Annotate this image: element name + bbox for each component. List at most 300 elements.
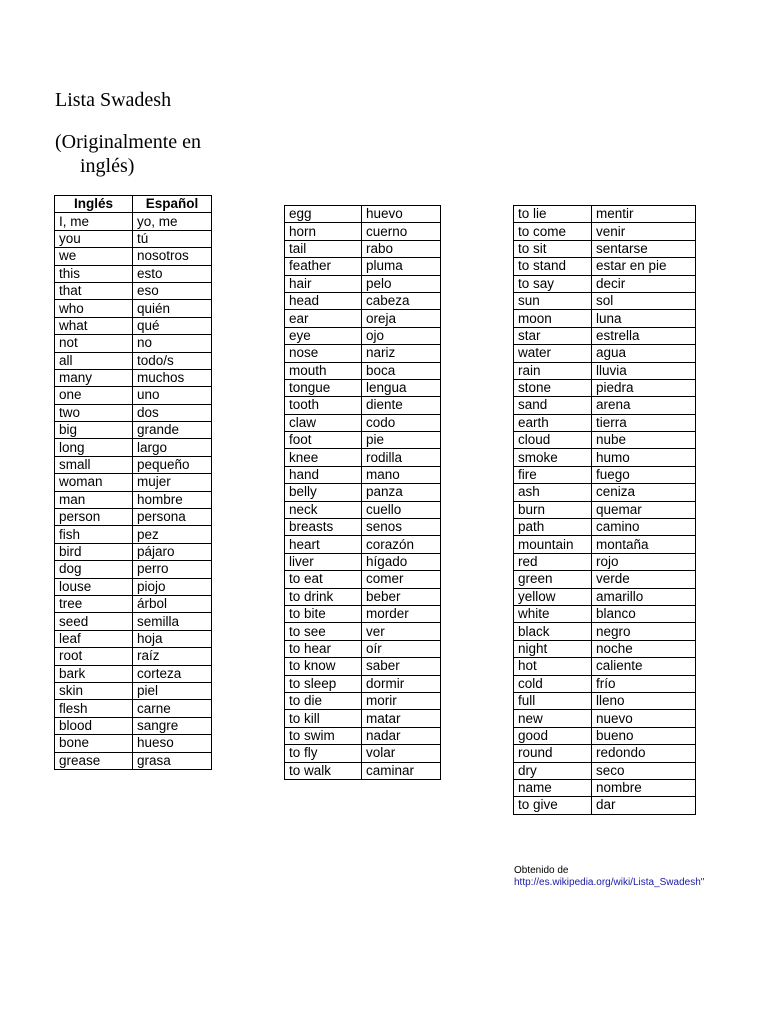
english-word-cell: you [55,230,133,247]
english-word-cell: all [55,352,133,369]
english-word-cell: round [514,745,592,762]
spanish-word-cell: pelo [362,275,441,292]
table-row [55,404,212,421]
table-row [55,595,212,612]
table-row [514,710,696,727]
table-row [55,509,212,526]
spanish-word-cell: estrella [592,327,696,344]
english-word-cell: path [514,519,592,536]
english-word-cell: hair [285,275,362,292]
spanish-word-cell: dos [133,404,212,421]
table-row [285,432,441,449]
english-word-cell: burn [514,501,592,518]
english-word-cell: we [55,248,133,265]
english-word-cell: new [514,710,592,727]
english-word-cell: liver [285,553,362,570]
table-row [285,605,441,622]
table-row [55,665,212,682]
spanish-word-cell: matar [362,710,441,727]
swadesh-table-3 [513,205,696,815]
spanish-word-cell: todo/s [133,352,212,369]
spanish-word-cell: piojo [133,578,212,595]
table-row [55,248,212,265]
spanish-word-cell: persona [133,509,212,526]
table-row [514,414,696,431]
spanish-word-cell: hígado [362,553,441,570]
english-word-cell: mountain [514,536,592,553]
spanish-word-cell: qué [133,317,212,334]
page-subtitle-line1: (Originalmente en [55,131,202,153]
spanish-word-cell: venir [592,223,696,240]
english-word-cell: to fly [285,745,362,762]
table-row [285,466,441,483]
english-word-cell: cloud [514,432,592,449]
page-title: Lista Swadesh [55,89,172,111]
english-word-cell: dry [514,762,592,779]
spanish-word-cell: oreja [362,310,441,327]
spanish-word-cell: lluvia [592,362,696,379]
table-row [514,327,696,344]
english-word-cell: egg [285,206,362,223]
table-row [55,752,212,769]
spanish-word-cell: mano [362,466,441,483]
table-row [55,456,212,473]
english-word-cell: sun [514,292,592,309]
spanish-word-cell: rodilla [362,449,441,466]
table-row [514,310,696,327]
spanish-word-cell: muchos [133,369,212,386]
spanish-word-cell: uno [133,387,212,404]
table-row [514,640,696,657]
spanish-word-cell: corteza [133,665,212,682]
table-row [514,466,696,483]
table-row [285,519,441,536]
english-word-cell: to kill [285,710,362,727]
spanish-word-cell: caliente [592,658,696,675]
english-word-cell: that [55,282,133,299]
table-row [55,335,212,352]
english-word-cell: person [55,509,133,526]
table-row [55,265,212,282]
table-row [514,258,696,275]
english-word-cell: blood [55,717,133,734]
english-word-cell: bone [55,735,133,752]
table-row [285,727,441,744]
spanish-word-cell: caminar [362,762,441,779]
spanish-word-cell: carne [133,700,212,717]
spanish-word-cell: piedra [592,379,696,396]
table-row [514,449,696,466]
table-row [514,345,696,362]
table-row [285,484,441,501]
english-word-cell: night [514,640,592,657]
english-word-cell: man [55,491,133,508]
table-row [285,536,441,553]
english-word-cell: grease [55,752,133,769]
table-row [285,588,441,605]
spanish-word-cell: ojo [362,327,441,344]
english-word-cell: to sit [514,240,592,257]
spanish-word-cell: hombre [133,491,212,508]
spanish-word-cell: verde [592,571,696,588]
english-word-cell: to drink [285,588,362,605]
english-word-cell: belly [285,484,362,501]
english-word-cell: neck [285,501,362,518]
table-row [514,571,696,588]
table-row [514,432,696,449]
spanish-word-cell: sentarse [592,240,696,257]
spanish-word-cell: cuello [362,501,441,518]
english-word-cell: to come [514,223,592,240]
english-word-cell: red [514,553,592,570]
spanish-word-cell: raíz [133,648,212,665]
spanish-word-cell: tierra [592,414,696,431]
english-word-cell: knee [285,449,362,466]
spanish-word-cell: nariz [362,345,441,362]
english-word-cell: to sleep [285,675,362,692]
table-row [285,362,441,379]
table-row [514,292,696,309]
english-word-cell: seed [55,613,133,630]
english-word-cell: two [55,404,133,421]
english-word-cell: to know [285,658,362,675]
column-header-english: Inglés [55,196,133,213]
table-row [285,345,441,362]
english-word-cell: claw [285,414,362,431]
table-row [55,439,212,456]
table-row [514,206,696,223]
table-row [55,213,212,230]
english-word-cell: black [514,623,592,640]
table-row [514,553,696,570]
spanish-word-cell: agua [592,345,696,362]
table-row [55,317,212,334]
table-row [285,379,441,396]
spanish-word-cell: humo [592,449,696,466]
table-row [55,526,212,543]
spanish-word-cell: codo [362,414,441,431]
spanish-word-cell: quién [133,300,212,317]
spanish-word-cell: ver [362,623,441,640]
spanish-word-cell: pájaro [133,543,212,560]
spanish-word-cell: nombre [592,779,696,796]
english-word-cell: woman [55,474,133,491]
english-word-cell: small [55,456,133,473]
spanish-word-cell: luna [592,310,696,327]
source-label: Obtenido de [514,865,569,876]
english-word-cell: dog [55,561,133,578]
english-word-cell: cold [514,675,592,692]
table-row [55,282,212,299]
table-row [285,206,441,223]
english-word-cell: skin [55,682,133,699]
table-row [285,640,441,657]
english-word-cell: horn [285,223,362,240]
table-row [285,692,441,709]
table-row [55,422,212,439]
spanish-word-cell: amarillo [592,588,696,605]
spanish-word-cell: bueno [592,727,696,744]
table-row [285,553,441,570]
spanish-word-cell: hoja [133,630,212,647]
english-word-cell: white [514,605,592,622]
table-row [514,762,696,779]
table-row [55,387,212,404]
spanish-word-cell: ceniza [592,484,696,501]
english-word-cell: to see [285,623,362,640]
english-word-cell: one [55,387,133,404]
spanish-word-cell: seco [592,762,696,779]
english-word-cell: star [514,327,592,344]
spanish-word-cell: fuego [592,466,696,483]
english-word-cell: fish [55,526,133,543]
english-word-cell: name [514,779,592,796]
table-row [514,605,696,622]
table-row [55,300,212,317]
english-word-cell: feather [285,258,362,275]
english-word-cell: full [514,692,592,709]
table-row [514,797,696,814]
table-row [285,292,441,309]
spanish-word-cell: rabo [362,240,441,257]
source-note [514,865,724,889]
swadesh-table-1 [54,195,212,770]
table-row [285,414,441,431]
spanish-word-cell: perro [133,561,212,578]
table-row [285,675,441,692]
english-word-cell: ear [285,310,362,327]
english-word-cell: louse [55,578,133,595]
english-word-cell: to hear [285,640,362,657]
source-link[interactable]: http://es.wikipedia.org/wiki/Lista_Swadesh" [514,877,705,888]
spanish-word-cell: nube [592,432,696,449]
table-row [514,240,696,257]
english-word-cell: tooth [285,397,362,414]
spanish-word-cell: grande [133,422,212,439]
spanish-word-cell: boca [362,362,441,379]
english-word-cell: who [55,300,133,317]
spanish-word-cell: blanco [592,605,696,622]
spanish-word-cell: pez [133,526,212,543]
english-word-cell: to eat [285,571,362,588]
table-row [55,561,212,578]
table-header-row [55,196,212,213]
english-word-cell: many [55,369,133,386]
spanish-word-cell: nadar [362,727,441,744]
english-word-cell: big [55,422,133,439]
english-word-cell: yellow [514,588,592,605]
table-row [285,571,441,588]
english-word-cell: flesh [55,700,133,717]
english-word-cell: leaf [55,630,133,647]
table-row [514,501,696,518]
english-word-cell: green [514,571,592,588]
table-row [285,310,441,327]
english-word-cell: not [55,335,133,352]
english-word-cell: to bite [285,605,362,622]
spanish-word-cell: hueso [133,735,212,752]
english-word-cell: smoke [514,449,592,466]
table-row [285,658,441,675]
spanish-word-cell: decir [592,275,696,292]
spanish-word-cell: pie [362,432,441,449]
spanish-word-cell: lengua [362,379,441,396]
spanish-word-cell: sangre [133,717,212,734]
english-word-cell: heart [285,536,362,553]
table-row [285,240,441,257]
table-row [514,658,696,675]
spanish-word-cell: camino [592,519,696,536]
english-word-cell: ash [514,484,592,501]
spanish-word-cell: morir [362,692,441,709]
table-row [55,352,212,369]
table-row [55,717,212,734]
table-row [55,474,212,491]
spanish-word-cell: pequeño [133,456,212,473]
table-row [55,700,212,717]
spanish-word-cell: estar en pie [592,258,696,275]
spanish-word-cell: panza [362,484,441,501]
english-word-cell: tree [55,595,133,612]
spanish-word-cell: nosotros [133,248,212,265]
table-row [55,630,212,647]
english-word-cell: long [55,439,133,456]
spanish-word-cell: no [133,335,212,352]
spanish-word-cell: comer [362,571,441,588]
table-row [285,745,441,762]
spanish-word-cell: esto [133,265,212,282]
spanish-word-cell: oír [362,640,441,657]
spanish-word-cell: semilla [133,613,212,630]
spanish-word-cell: diente [362,397,441,414]
swadesh-table-2 [284,205,441,780]
table-row [514,379,696,396]
english-word-cell: bark [55,665,133,682]
english-word-cell: stone [514,379,592,396]
english-word-cell: tail [285,240,362,257]
english-word-cell: to give [514,797,592,814]
spanish-word-cell: árbol [133,595,212,612]
spanish-word-cell: volar [362,745,441,762]
table-row [514,727,696,744]
spanish-word-cell: morder [362,605,441,622]
english-word-cell: to die [285,692,362,709]
spanish-word-cell: mujer [133,474,212,491]
english-word-cell: to swim [285,727,362,744]
spanish-word-cell: cuerno [362,223,441,240]
table-row [514,588,696,605]
table-row [285,258,441,275]
spanish-word-cell: frío [592,675,696,692]
spanish-word-cell: piel [133,682,212,699]
spanish-word-cell: montaña [592,536,696,553]
table-row [514,519,696,536]
table-row [55,682,212,699]
table-row [55,369,212,386]
spanish-word-cell: largo [133,439,212,456]
spanish-word-cell: yo, me [133,213,212,230]
table-row [514,484,696,501]
spanish-word-cell: rojo [592,553,696,570]
spanish-word-cell: saber [362,658,441,675]
english-word-cell: to stand [514,258,592,275]
table-row [55,543,212,560]
spanish-word-cell: eso [133,282,212,299]
spanish-word-cell: negro [592,623,696,640]
english-word-cell: head [285,292,362,309]
english-word-cell: I, me [55,213,133,230]
column-header-spanish: Español [133,196,212,213]
spanish-word-cell: quemar [592,501,696,518]
english-word-cell: water [514,345,592,362]
spanish-word-cell: lleno [592,692,696,709]
table-row [285,275,441,292]
english-word-cell: moon [514,310,592,327]
spanish-word-cell: cabeza [362,292,441,309]
spanish-word-cell: dar [592,797,696,814]
english-word-cell: to lie [514,206,592,223]
table-row [514,397,696,414]
english-word-cell: fire [514,466,592,483]
table-row [55,578,212,595]
english-word-cell: tongue [285,379,362,396]
english-word-cell: to walk [285,762,362,779]
english-word-cell: what [55,317,133,334]
english-word-cell: foot [285,432,362,449]
english-word-cell: rain [514,362,592,379]
table-row [514,223,696,240]
spanish-word-cell: mentir [592,206,696,223]
table-row [514,675,696,692]
table-row [514,275,696,292]
table-row [514,779,696,796]
spanish-word-cell: corazón [362,536,441,553]
english-word-cell: sand [514,397,592,414]
table-row [55,613,212,630]
english-word-cell: earth [514,414,592,431]
english-word-cell: bird [55,543,133,560]
spanish-word-cell: redondo [592,745,696,762]
table-row [285,710,441,727]
spanish-word-cell: nuevo [592,710,696,727]
spanish-word-cell: pluma [362,258,441,275]
english-word-cell: breasts [285,519,362,536]
spanish-word-cell: senos [362,519,441,536]
english-word-cell: root [55,648,133,665]
page-subtitle-line2: inglés) [80,155,135,177]
english-word-cell: to say [514,275,592,292]
english-word-cell: hot [514,658,592,675]
spanish-word-cell: beber [362,588,441,605]
spanish-word-cell: tú [133,230,212,247]
spanish-word-cell: arena [592,397,696,414]
table-row [285,223,441,240]
english-word-cell: this [55,265,133,282]
table-row [514,745,696,762]
table-row [514,623,696,640]
spanish-word-cell: noche [592,640,696,657]
spanish-word-cell: sol [592,292,696,309]
table-row [55,230,212,247]
table-row [285,397,441,414]
table-row [514,536,696,553]
table-row [285,762,441,779]
table-row [285,449,441,466]
spanish-word-cell: huevo [362,206,441,223]
english-word-cell: eye [285,327,362,344]
table-row [514,692,696,709]
table-row [285,327,441,344]
